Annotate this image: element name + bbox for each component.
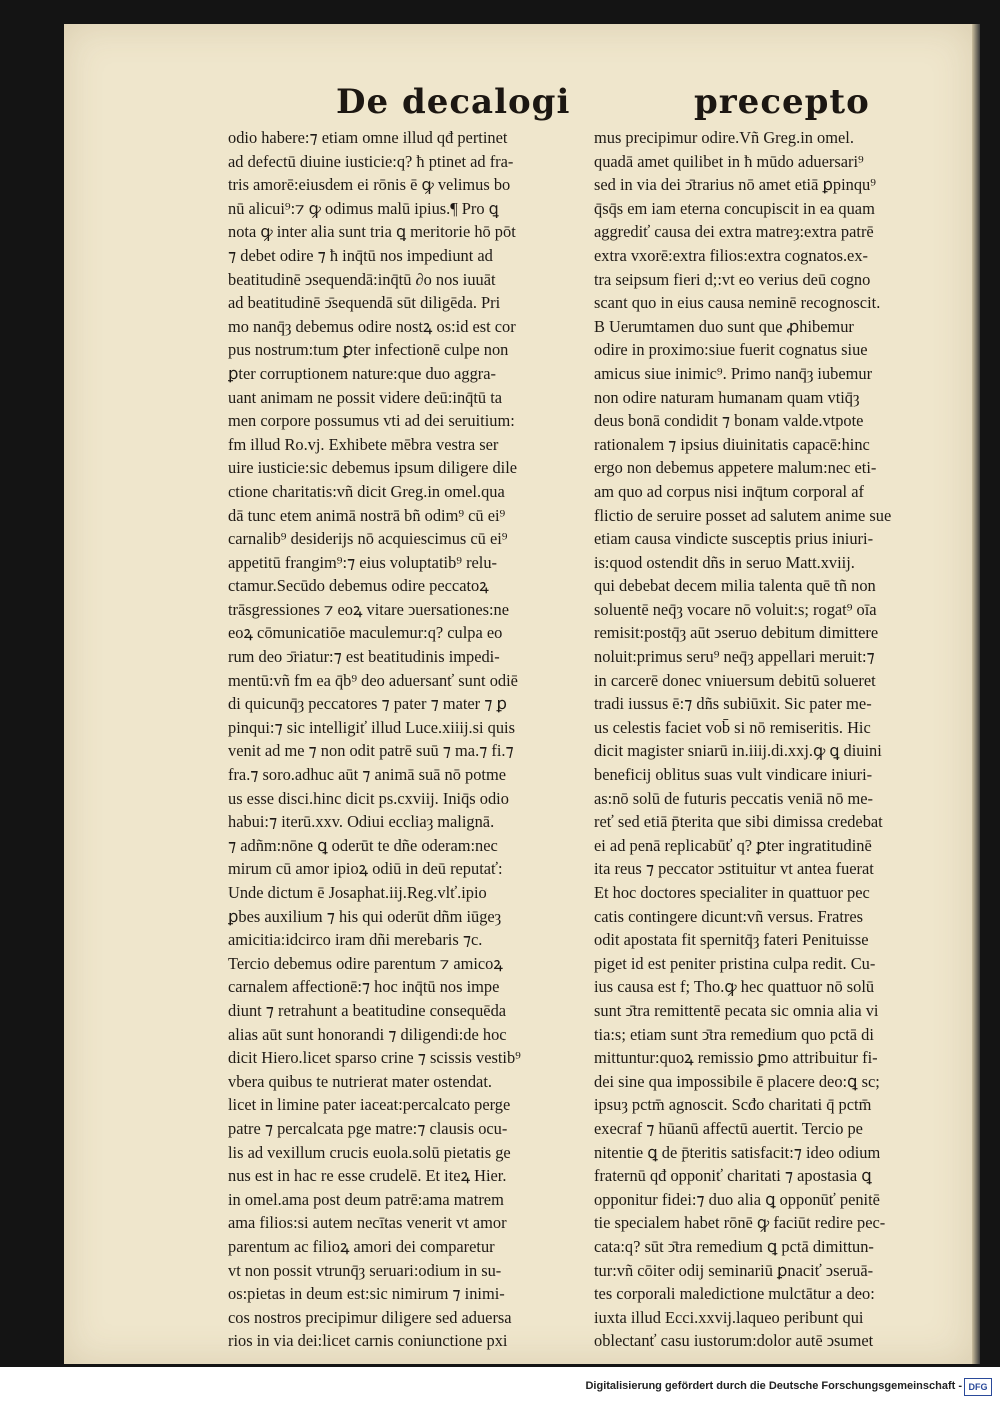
book-page	[64, 24, 972, 1364]
funding-notice: Digitalisierung gefördert durch die Deutsche Forschungsgemeinschaft -	[585, 1380, 962, 1392]
text-line: ⁊ debet odire ⁊ ħ inq̄tū nos impediunt ad	[228, 245, 493, 265]
text-line: ei ad penā replicabūť q? ꝑter ingratitudinē	[594, 835, 872, 855]
text-line: appetitū frangim⁹:⁊ eius voluptatib⁹ relu-	[228, 552, 498, 572]
text-line: tes corporali maledictione mulctātur a deo:	[594, 1284, 875, 1304]
text-line: eoꝝ cōmunicatiōe maculemur:q? culpa eo	[228, 623, 503, 643]
text-line: in carcerē donec vniuersum debitū solueret	[594, 670, 876, 690]
text-line: Tercio debemus odire parentum ⁊ amicoꝝ	[228, 953, 503, 973]
text-line: remisit:postq̄ȝ aūt ↄseruo debitum dimittere	[594, 623, 879, 643]
text-line: qui debebat decem milia talenta quē tñ non	[594, 576, 876, 596]
text-line: fraternū qđ opponiť charitati ⁊ apostasia ꝗ	[594, 1166, 872, 1186]
text-line: am quo ad corpus nisi inq̄tum corporal af	[594, 481, 864, 501]
text-line: ergo non debemus appetere malum:nec eti-	[594, 458, 877, 478]
text-line: mo nanq̄ȝ debemus odire nostꝝ os:id est cor	[228, 316, 516, 336]
footer-bar	[0, 1367, 1000, 1407]
running-head-left: De decalogi	[336, 82, 571, 122]
text-line: q̄sq̄s em iam eterna concupiscit in ea quam	[594, 198, 875, 218]
text-line: extra vxorē:extra filios:extra cognatos.ex-	[594, 245, 868, 265]
text-column-left	[228, 126, 574, 1353]
text-line: flictio de seruire posset ad salutem anime sue	[594, 505, 892, 525]
text-line: alias aūt sunt honorandi ⁊ diligendi:de hoc	[228, 1024, 507, 1044]
text-line: mirum cū amor ipioꝝ odiū in deū reputať:	[228, 859, 503, 879]
text-line: pus nostrum:tum ꝑter infectionē culpe non	[228, 340, 509, 360]
text-line: quadā amet quilibet in ħ mūdo aduersari⁹	[594, 151, 864, 171]
text-line: amicitia:idcirco iram dñi merebaris ⁊c.	[228, 930, 483, 950]
text-line: non odire naturam humanam quam vtiq̄ȝ	[594, 387, 860, 407]
text-line: Unde dictum ē Josaphat.iij.Reg.vlť.ipio	[228, 883, 487, 902]
text-line: etiam causa vindicte susceptis prius iniuri-	[594, 529, 874, 549]
text-line: dā tunc etem animā nostrā bñ odim⁹ cū ei⁹	[228, 505, 506, 525]
text-line: licet in limine pater iaceat:percalcato perge	[228, 1095, 511, 1115]
text-line: carnalem affectionē:⁊ hoc inq̄tū nos impe	[228, 977, 500, 997]
text-line: dicit Hiero.licet sparso crine ⁊ scissis vestib⁹	[228, 1048, 521, 1068]
text-line: ama filios:si autem necītas venerit vt amor	[228, 1213, 507, 1233]
text-line: iuxta illud Ecci.xxvij.laqueo peribunt qui	[594, 1307, 864, 1327]
text-line: nota ꝙ inter alia sunt tria ꝗ meritorie hō pōt	[228, 222, 516, 242]
text-line: noluit:primus seru⁹ neq̄ȝ appellari meruit:⁊	[594, 647, 875, 667]
text-line: tia:s; etiam sunt ↄ̄tra remedium quo pctā di	[594, 1024, 874, 1044]
text-line: dei sine qua impossibile ē placere deo:ꝗ sc;	[594, 1071, 880, 1091]
text-line: mus precipimur odire.Vñ Greg.in omel.	[594, 128, 854, 147]
text-line: men corpore possumus vti ad dei seruitium:	[228, 411, 515, 431]
text-line: in omel.ama post deum patrē:ama matrem	[228, 1189, 504, 1209]
text-line: fra.⁊ soro.adhuc aūt ⁊ animā suā nō potme	[228, 765, 507, 785]
text-line: nitentie ꝗ de p̄teritis satisfacit:⁊ ideo odium	[594, 1142, 881, 1162]
text-line: beneficij oblitus suas vult vindicare iniuri-	[594, 765, 873, 785]
text-line: us celestis faciet vob̄ si nō remiseritis. Hic	[594, 717, 871, 737]
text-line: rationalem ⁊ ipsius diuinitatis capacē:hinc	[594, 434, 870, 454]
text-line: oblectanť casu iustorum:dolor autē ↄsumet	[594, 1331, 874, 1351]
text-line: deus bonā condidit ⁊ bonam valde.vtpote	[594, 411, 864, 431]
text-line: tris amorē:eiusdem ei rōnis ē ꝙ velimus bo	[228, 175, 511, 195]
text-line: ꝑbes auxilium ⁊ his qui oderūt dñm iūgeȝ	[228, 906, 502, 926]
text-line: di quicunq̄ȝ peccatores ⁊ pater ⁊ mater ⁊ ꝑ	[228, 694, 507, 714]
text-line: venit ad me ⁊ non odit patrē suū ⁊ ma.⁊ fi.⁊	[228, 741, 514, 761]
text-line: B Uerumtamen duo sunt que ꝓhibemur	[594, 316, 854, 336]
text-line: opponitur fidei:⁊ duo alia ꝗ opponūť penitē	[594, 1189, 880, 1209]
text-line: Et hoc doctores specialiter in quattuor pec	[594, 883, 870, 902]
text-line: nus est in hac re esse crudelē. Et iteꝝ Hier.	[228, 1166, 507, 1186]
text-line: ad beatitudinē ↄ̄sequendā sūt diligēda. Pri	[228, 293, 501, 313]
text-line: rios in via dei:licet carnis coniunctione pxi	[228, 1331, 508, 1351]
text-line: mittuntur:quoꝝ remissio ꝑmo attribuitur fi-	[594, 1048, 878, 1068]
text-line: odio habere:⁊ etiam omne illud qđ pertinet	[228, 128, 508, 147]
text-line: ⁊ adñm:nōne ꝗ oderūt te dñe oderam:nec	[228, 835, 498, 855]
text-line: ꝑter corruptionem nature:que duo aggra-	[228, 363, 496, 383]
text-line: mentū:vñ fm ea q̄b⁹ deo aduersanť sunt odiē	[228, 670, 518, 690]
text-line: pinqui:⁊ sic intelligiť illud Luce.xiiij.si quis	[228, 717, 515, 737]
text-line: cos nostros precipimur diligere sed aduersa	[228, 1307, 512, 1327]
text-line: soluentē neq̄ȝ vocare nō voluit:s; rogat⁹ oīa	[594, 599, 877, 619]
text-line: tra seipsum fieri d;:vt eo verius deū cogno	[594, 269, 871, 289]
text-line: tur:vñ cōiter odij seminariū ꝑnaciť ↄseruā-	[594, 1260, 874, 1280]
text-line: diunt ⁊ retrahunt a beatitudine consequēda	[228, 1000, 507, 1020]
text-line: ipsuȝ pctm̄ agnoscit. Scđo charitati q̄ pctm̄	[594, 1095, 872, 1115]
text-line: ctamur.Secūdo debemus odire peccatoꝝ	[228, 576, 489, 596]
running-head-right: precepto	[694, 82, 870, 122]
text-line: reť sed etiā p̄terita que sibi dimissa credebat	[594, 812, 883, 832]
text-line: nū alicui⁹:⁊ ꝙ odimus malū ipius.¶ Pro ꝗ	[228, 198, 499, 218]
text-line: execraf ⁊ hūanū affectū auertit. Tercio pe	[594, 1118, 863, 1138]
text-line: scant quo in eius causa neminē recognoscit.	[594, 293, 881, 313]
text-line: amicus siue inimic⁹. Primo nanq̄ȝ iubemur	[594, 363, 873, 383]
text-line: vt non possit vtrunq̄ȝ seruari:odium in su-	[228, 1260, 502, 1280]
text-line: catis contingere dicunt:vñ versus. Fratres	[594, 906, 864, 926]
text-line: tie specialem habet rōnē ꝙ faciūt redire pec-	[594, 1213, 886, 1233]
text-line: odire in proximo:siue fuerit cognatus siue	[594, 340, 868, 360]
text-line: us esse disci.hinc dicit ps.cxviij. Iniq̄s odio	[228, 788, 509, 808]
text-line: ctione charitatis:vñ dicit Greg.in omel.qua	[228, 481, 505, 501]
text-line: tradi iussus ē:⁊ dñs subiūxit. Sic pater me-	[594, 694, 872, 714]
text-line: cata:q? sūt ↄ̄tra remedium ꝗ pctā dimittun-	[594, 1236, 874, 1256]
text-line: trāsgressiones ⁊ eoꝝ vitare ↄuersationes:ne	[228, 599, 510, 619]
text-line: aggrediť causa dei extra matreȝ:extra patrē	[594, 222, 874, 242]
text-line: uire iusticie:sic debemus ipsum diligere dile	[228, 458, 518, 478]
text-line: parentum ac filioꝝ amori dei comparetur	[228, 1236, 495, 1256]
text-line: is:quod ostendit dñs in seruo Matt.xviij.	[594, 552, 855, 572]
text-line: vbera quibus te nutrierat mater ostendat.	[228, 1071, 492, 1091]
text-line: as:nō solū de futuris peccatis veniā nō me-	[594, 788, 874, 808]
text-line: ius causa est f; Tho.ꝙ hec quattuor nō solū	[594, 977, 875, 997]
text-line: uant animam ne possit videre deū:inq̄tū ta	[228, 387, 503, 407]
text-column-right	[594, 126, 940, 1353]
text-line: sed in via dei ↄ̄trarius nō amet etiā ꝑpinqu⁹	[594, 175, 876, 195]
text-line: ad defectū diuine iusticie:q? ħ ptinet ad fra-	[228, 151, 514, 171]
text-line: beatitudinē ↄsequendā:inq̄tū ∂o nos iuuāt	[228, 269, 496, 289]
text-line: sunt ↄ̄tra remittentē pecata sic omnia alia vi	[594, 1000, 879, 1020]
text-line: os:pietas in deum est:sic nimirum ⁊ inimi-	[228, 1284, 505, 1304]
text-line: habui:⁊ iterū.xxv. Odiui eccliaȝ malignā.	[228, 812, 495, 832]
text-line: odit apostata fit spernitq̄ȝ fateri Penituisse	[594, 930, 869, 950]
text-line: ita reus ⁊ peccator ↄstituitur vt antea fuerat	[594, 859, 874, 879]
text-line: patre ⁊ percalcata pge matre:⁊ clausis ocu-	[228, 1118, 508, 1138]
text-line: rum deo ↄ̄riatur:⁊ est beatitudinis impedi-	[228, 647, 500, 667]
text-line: fm illud Ro.vj. Exhibete mēbra vestra ser	[228, 434, 499, 454]
text-line: dicit magister sniarū in.iiij.di.xxj.ꝙ ꝗ diuini	[594, 741, 882, 761]
text-line: carnalib⁹ desiderijs nō acquiescimus cū ei⁹	[228, 529, 508, 549]
text-line: lis ad vexillum crucis euola.solū pietatis ge	[228, 1142, 511, 1162]
text-line: piget id est peniter pristina culpa redit. Cu-	[594, 953, 876, 973]
dfg-logo-icon: DFG	[964, 1378, 992, 1396]
